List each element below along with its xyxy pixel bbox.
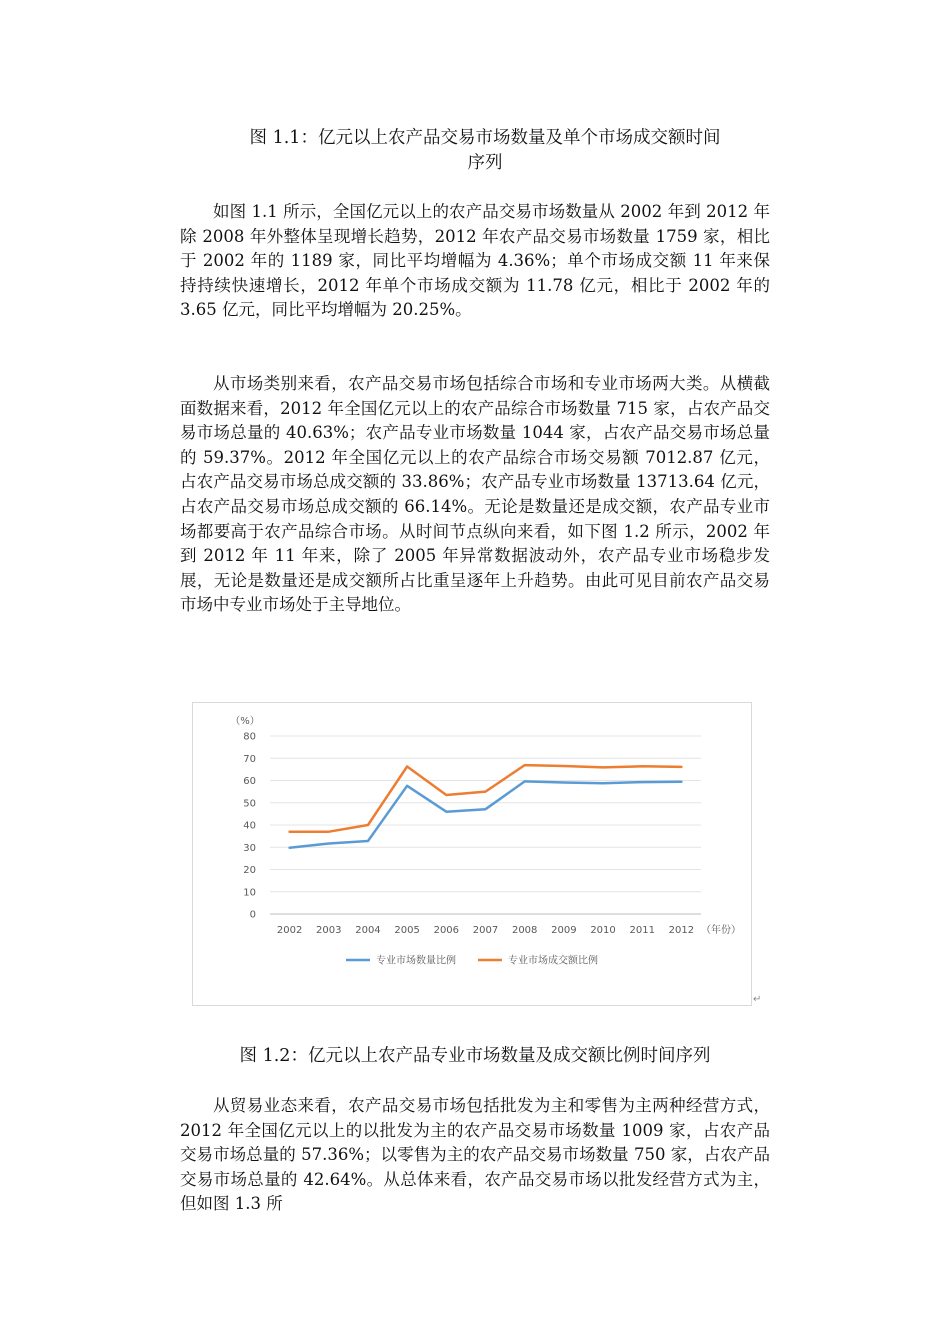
figure-1-1-caption-line2: 序列 — [467, 153, 503, 173]
y-tick-label: 10 — [243, 887, 256, 899]
y-tick-label: 0 — [249, 909, 256, 921]
chart-svg — [193, 703, 753, 1007]
y-tick-label: 20 — [243, 865, 256, 876]
paragraph-2 — [180, 372, 770, 618]
x-tick-label: 2003 — [316, 925, 342, 936]
figure-1-1-caption-line1: 图 1.1：亿元以上农产品交易市场数量及单个市场成交额时间 — [249, 128, 721, 148]
x-tick-label: 2007 — [472, 925, 499, 936]
y-tick-label: 70 — [243, 753, 256, 765]
paragraph-2-text: 从市场类别来看，农产品交易市场包括综合市场和专业市场两大类。从横截面数据来看，2012 年全国亿元以上的农产品综合市场数量 715 家，占农产品交易市场总量的 40.63%；农产品专业市场数量 1044 家，占农产品交易市场总量的 59.37%。2012 年全国亿元以上的农产品综合市场交易额 7012.87 亿元，占农产品交易市场总成交额的 33.86%；农产品专业市场数量 13713.64 亿元，占农产品交易市场总成交额的 66.14%。无论是数量还是成交额，农产品专业市场都要高于农产品综合市场。从时间节点纵向来看，如下图 1.2 所示，2002 年到 2012 年 11 年来，除了 2005 年异常数据波动外，农产品专业市场稳步发展，无论是数量还是成交额所占比重呈逐年上升趋势。由此可见目前农产品交易市场中专业市场处于主导地位。 — [180, 374, 770, 615]
x-tick-label: 2005 — [394, 925, 420, 936]
x-tick-label: 2009 — [551, 925, 577, 936]
paragraph-3 — [180, 1094, 770, 1217]
y-tick-label: 40 — [243, 820, 256, 832]
figure-1-2-caption-text: 图 1.2：亿元以上农产品专业市场数量及成交额比例时间序列 — [239, 1046, 711, 1066]
series-line-2 — [290, 765, 682, 832]
x-tick-label: 2010 — [590, 925, 616, 936]
x-axis-label: （年份） — [701, 925, 741, 936]
figure-1-2-caption — [180, 1044, 770, 1069]
x-tick-label: 2012 — [668, 925, 695, 936]
x-tick-label: 2006 — [433, 925, 460, 936]
y-tick-label: 60 — [243, 776, 256, 787]
x-tick-label: 2011 — [629, 925, 655, 936]
x-tick-label: 2008 — [511, 925, 538, 936]
y-axis-label: （%） — [230, 716, 260, 727]
x-tick-label: 2004 — [355, 925, 381, 936]
figure-1-1-caption — [180, 126, 790, 176]
return-mark: ↵ — [753, 994, 762, 1005]
y-tick-label: 50 — [243, 798, 256, 810]
paragraph-1-text: 如图 1.1 所示，全国亿元以上的农产品交易市场数量从 2002 年到 2012 年除 2008 年外整体呈现增长趋势，2012 年农产品交易市场数量 1759 家，相比于 2002 年的 1189 家，同比平均增幅为 4.36%；单个市场成交额 11 年来保持持续快速增长，2012 年单个市场成交额为 11.78 亿元，相比于 2002 年的 3.65 亿元，同比平均增幅为 20.25%。 — [180, 202, 770, 320]
line-chart — [192, 702, 752, 1006]
y-tick-label: 80 — [243, 731, 256, 743]
paragraph-1 — [180, 200, 770, 323]
y-tick-label: 30 — [243, 842, 256, 854]
x-tick-label: 2002 — [276, 925, 303, 936]
legend-label-2: 专业市场成交额比例 — [508, 955, 598, 967]
paragraph-3-text: 从贸易业态来看，农产品交易市场包括批发为主和零售为主两种经营方式，2012 年全国亿元以上的以批发为主的农产品交易市场数量 1009 家，占农产品交易市场总量的 57.36%；以零售为主的农产品交易市场数量 750 家，占农产品交易市场总量的 42.64%。从总体来看，农产品交易市场以批发经营方式为主，但如图 1.3 所 — [180, 1096, 770, 1214]
legend-label-1: 专业市场数量比例 — [376, 955, 456, 967]
